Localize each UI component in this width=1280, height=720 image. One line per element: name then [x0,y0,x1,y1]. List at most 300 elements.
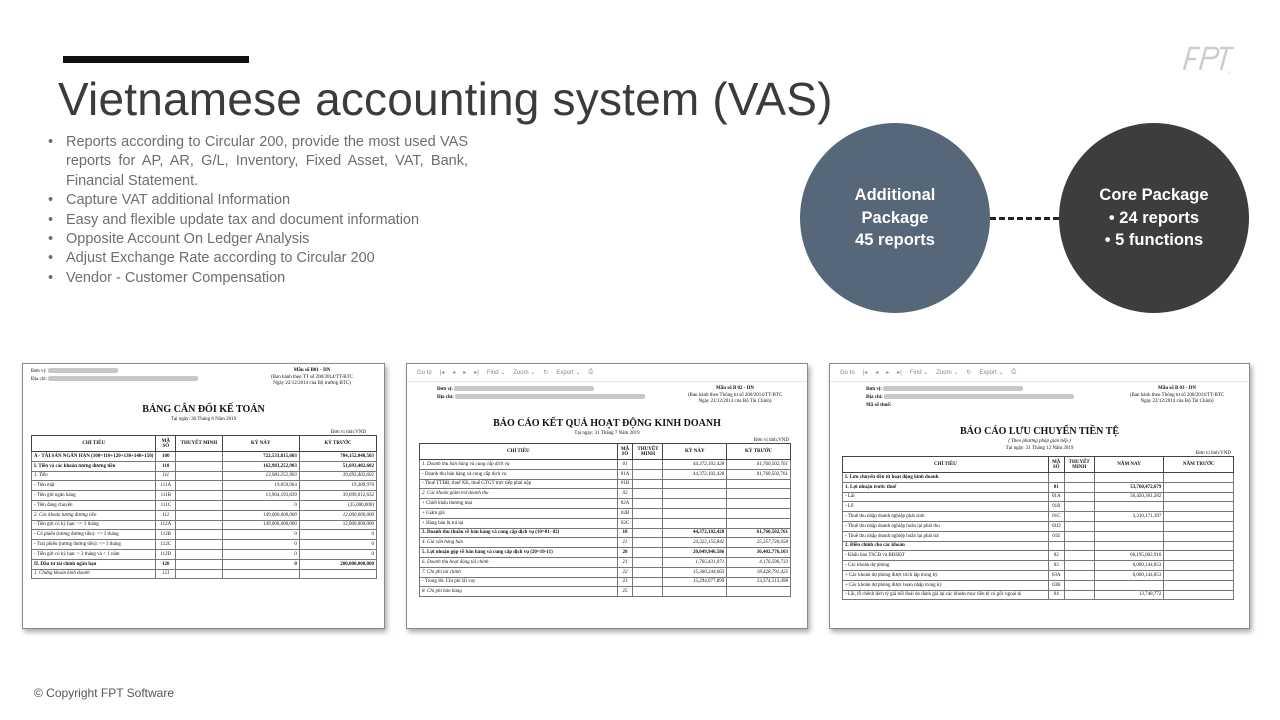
bullet-icon: • [48,134,54,150]
zoom-button[interactable]: Zoom ⌄ [513,370,536,376]
table-cell: 18,428,791,425 [727,567,791,577]
table-cell: 21 [617,557,633,567]
table-cell: 0 [299,540,376,550]
table-cell [1164,482,1234,492]
table-cell: 13,748,772 [1094,590,1164,600]
table-cell: 1. Lợi nhuận trước thuế [843,482,1049,492]
table-cell [633,479,663,489]
column-header: KỲ NÀY [222,436,299,452]
table-cell [1064,482,1094,492]
table-cell [1164,492,1234,502]
table-header-row [32,436,377,452]
table-cell: 01B [617,479,633,489]
next-page-icon[interactable]: ▸ [463,370,467,376]
table-cell: 8. Chi phí bán hàng [420,587,618,597]
table-cell: 149,000,000,000 [222,510,299,520]
table-cell: 2. Điều chỉnh cho các khoản [843,541,1049,551]
table-cell: 121 [156,569,176,579]
table-cell: 111A [156,481,176,491]
table-cell: 1. Chứng khoán kinh doanh [32,569,156,579]
table-cell: 3,310,171,397 [1094,512,1164,522]
table-cell [176,481,222,491]
viewer-toolbar [407,364,807,382]
table-cell: 02B [617,508,633,518]
table-cell [633,567,663,577]
report-date: Tại ngày: 31 Tháng 12 Năm 2019 [1005,446,1074,451]
table-cell: 61,760,502,761 [727,460,791,470]
table-cell: 15,360,244,063 [663,567,727,577]
table-cell: 24,322,155,842 [663,538,727,548]
table-cell: 44,372,102,428 [663,469,727,479]
table-row [843,561,1234,571]
goto-button[interactable]: Go to [840,369,855,376]
table-cell: 3. Doanh thu thuần về bán hàng và cung cấp dịch vụ (10=01- 02) [420,528,618,538]
table-cell [1164,590,1234,600]
table-header-row [420,444,791,460]
currency-unit: Đơn vị tính:VND [1195,451,1231,456]
table-cell [727,587,791,597]
table-row [32,559,377,569]
table-cell [633,538,663,548]
table-cell: 10 [617,528,633,538]
table-cell: 50,450,301,282 [1094,492,1164,502]
table-cell: 13,374,513,498 [727,577,791,587]
additional-package-circle [800,123,990,313]
redacted-text [455,394,645,399]
table-cell [1094,521,1164,531]
table-cell [663,508,727,518]
table-row [843,590,1234,600]
column-header: KỲ TRƯỚC [727,444,791,460]
prev-page-icon[interactable]: ◂ [452,370,456,376]
balance-sheet-report [22,363,385,629]
table-cell [633,460,663,470]
table-cell [1164,570,1234,580]
table-row [420,489,791,499]
table-cell [299,569,376,579]
table-cell: 01 [1048,482,1064,492]
currency-unit: Đơn vị tính:VND [330,430,366,435]
income-statement-report [406,363,808,629]
table-row [420,548,791,558]
table-cell: - Lãi [843,492,1049,502]
table-cell: 0 [222,559,299,569]
table-row [420,538,791,548]
report-title: BÁO CÁO KẾT QUẢ HOẠT ĐỘNG KINH DOANH [493,418,721,429]
table-cell [176,520,222,530]
table-cell: 02 [617,489,633,499]
table-cell: - Trong đó: Chi phí lãi vay [420,577,618,587]
cash-flow-report [829,363,1250,629]
additional-package-line1: Additional [854,186,936,205]
table-cell [633,518,663,528]
table-cell [1064,521,1094,531]
table-cell: 61,760,502,761 [727,528,791,538]
table-cell: 53,760,472,679 [1094,482,1164,492]
table-cell [176,491,222,501]
table-cell: A - TÀI SẢN NGẮN HẠN (100=110+120+130+140+150) [32,452,156,462]
table-cell: 7. Chi phí tài chính [420,567,618,577]
table-cell [1094,541,1164,551]
table-cell [222,569,299,579]
table-row [32,500,377,510]
column-header: NĂM TRƯỚC [1164,457,1234,473]
table-cell: 01A [1048,492,1064,502]
table-cell [663,489,727,499]
table-cell: - Thuế thu nhập doanh nghiệp phát sinh [843,512,1049,522]
table-row [420,557,791,567]
table-cell: (25,000,000) [299,500,376,510]
table-cell [1064,473,1094,483]
column-header: MÃ SỐ [617,444,633,460]
report-header: Đơn vị: Địa chỉ: Mẫu số B01 - DN (Ban hành theo TT số 200/2014/TT-BTC Ngày 22/12/2014 của Bộ trưởng BTC) [31,368,353,386]
table-cell [176,471,222,481]
table-row [843,492,1234,502]
table-cell [1094,473,1164,483]
table-cell: 01C [1048,512,1064,522]
table-cell: 722,533,815,603 [222,452,299,462]
table-row [843,521,1234,531]
table-cell [1064,512,1094,522]
report-table [842,456,1234,600]
table-cell: - Tiền gửi có kỳ hạn: > 3 tháng và < 1 năm [32,549,156,559]
table-cell: 100 [156,452,176,462]
viewer-toolbar [830,364,1249,382]
first-page-icon[interactable]: |◂ [439,370,445,376]
table-cell: - Cổ phiếu (tương đương tiền): <= 3 tháng [32,530,156,540]
table-cell: - Tiền gửi có kỳ hạn: <= 3 tháng [32,520,156,530]
report-date: Tại ngày: 30 Tháng 6 Năm 2019 [170,417,237,422]
list-item: • Easy and flexible update tax and document information [48,211,468,230]
table-cell [1064,502,1094,512]
column-header: CHỈ TIÊU [32,436,156,452]
table-cell [633,508,663,518]
table-cell: 20,049,946,586 [663,548,727,558]
table-cell: 0 [222,549,299,559]
find-button[interactable]: Find ⌄ [909,370,929,376]
column-header: CHỈ TIÊU [420,444,618,460]
table-cell: 200,000,000,000 [299,559,376,569]
table-cell [727,518,791,528]
slide-title: Vietnamese accounting system (VAS) [58,73,833,125]
table-cell: 13,983,252,903 [222,471,299,481]
table-cell: 25 [617,587,633,597]
column-header: THUYẾT MINH [633,444,663,460]
table-cell: - Tiền mặt [32,481,156,491]
first-page-icon[interactable]: |◂ [862,370,868,376]
table-row [843,531,1234,541]
table-row [420,528,791,538]
table-cell: 19,389,970 [299,481,376,491]
prev-page-icon[interactable]: ◂ [875,370,879,376]
title-accent-bar [63,56,249,63]
table-cell: 02A [617,499,633,509]
table-cell [1064,492,1094,502]
bullet-icon: • [48,192,54,209]
table-cell: + Chiết khấu thương mại [420,499,618,509]
bullet-icon: • [48,250,54,267]
table-cell [176,559,222,569]
table-cell: 01 [617,460,633,470]
list-item: • Opposite Account On Ledger Analysis [48,230,468,249]
core-package-title: Core Package [1099,186,1209,205]
last-page-icon[interactable]: ▸| [474,370,479,376]
table-cell [176,530,222,540]
bullet-icon: • [48,269,54,286]
table-cell [1094,580,1164,590]
table-cell: 6,060,144,853 [1094,561,1164,571]
print-icon[interactable]: ⎙ [588,369,594,375]
report-table [419,443,791,597]
table-cell: - Thuế thu nhập doanh nghiệp hoãn lại phải trả [843,531,1049,541]
column-header: KỲ TRƯỚC [299,436,376,452]
table-cell [176,540,222,550]
table-row [32,471,377,481]
table-cell [1064,590,1094,600]
column-header: THUYẾT MINH [176,436,222,452]
table-cell: 12,000,000,000 [299,510,376,520]
table-cell [663,479,727,489]
table-row [32,569,377,579]
report-table [31,435,377,579]
table-cell: 23 [617,577,633,587]
report-date: Tại ngày: 31 Tháng 7 Năm 2019 [574,431,640,436]
table-cell [176,461,222,471]
table-cell: - Lỗ [843,502,1049,512]
report-method: ( Theo phương pháp gián tiếp ) [1008,439,1071,444]
list-item: • Reports according to Circular 200, provide the most used VAS reports for AP, AR, G/L, Inventory, Fixed Asset, VAT, Bank, Financial Statement. [48,134,468,189]
table-row [843,482,1234,492]
table-cell: 111B [156,491,176,501]
column-header: MÃ SỐ [156,436,176,452]
export-button[interactable]: Export ⌄ [979,370,1004,376]
last-page-icon[interactable]: ▸| [897,370,902,376]
table-cell: + Hàng bán bị trả lại [420,518,618,528]
table-cell [663,587,727,597]
table-cell [1164,512,1234,522]
table-cell [1048,541,1064,551]
table-row [843,502,1234,512]
table-row [843,473,1234,483]
table-row [420,587,791,597]
feature-list [48,133,468,288]
bullet-icon: • [48,211,54,228]
table-cell: - Lãi, lỗ chênh lệch tỷ giá hối đoái do đánh giá lại các khoản mục tiền tệ có gốc ngoại tệ [843,590,1049,600]
table-cell: 2. Các khoản tương đương tiền [32,510,156,520]
table-cell: 39,693,402,602 [299,471,376,481]
table-cell [1064,580,1094,590]
table-row [420,469,791,479]
table-row [420,479,791,489]
column-header: KỲ NÀY [663,444,727,460]
table-cell: 39,699,012,632 [299,491,376,501]
table-cell [1094,502,1164,512]
redacted-text [454,386,594,391]
table-header-row [843,457,1234,473]
table-cell: 5. Lợi nhuận gộp về bán hàng và cung cấp dịch vụ (20=10-11) [420,548,618,558]
table-cell: 1,705,431,071 [663,557,727,567]
table-cell: 15,294,077,899 [663,577,727,587]
table-cell [1164,580,1234,590]
list-item: • Capture VAT additional Information [48,191,468,210]
table-cell [1164,521,1234,531]
table-cell [176,510,222,520]
table-cell: 110 [156,461,176,471]
redacted-text [884,394,1074,399]
refresh-icon[interactable]: ↻ [543,370,549,376]
table-cell: 36,402,776,103 [727,548,791,558]
refresh-icon[interactable]: ↻ [966,370,972,376]
report-header: Đơn vị: Địa chỉ: Mã số thuế: Mẫu số B 03 - DN (Ban hành theo Thông tư số 200/2014/TT-BTC Ngày 22/12/2014 của Bộ Tài Chính) [866,386,1225,408]
print-icon[interactable]: ⎙ [1011,369,1017,375]
table-row [32,481,377,491]
table-cell: 44,372,102,428 [663,528,727,538]
table-cell: 111 [156,471,176,481]
table-cell: - Thuế thu nhập doanh nghiệp hoãn lại phải thu [843,521,1049,531]
table-cell: 112D [156,549,176,559]
table-cell: 0 [299,530,376,540]
table-row [32,540,377,550]
table-cell: 01B [1048,502,1064,512]
table-cell: 0 [222,500,299,510]
table-cell: - Doanh thu bán hàng và cung cấp dịch vụ [420,469,618,479]
table-cell: - Tiền đang chuyển [32,500,156,510]
table-cell [633,548,663,558]
table-cell: 22 [617,567,633,577]
svg-text:®: ® [1228,70,1231,75]
table-cell [633,528,663,538]
table-row [32,530,377,540]
report-header: Đơn vị: Địa chỉ: Mẫu số B 02 - DN (Ban hành theo Thông tư số 200/2014/TT-BTC Ngày 22/12/2014 của Bộ Tài Chính) [437,386,783,404]
table-cell: + Các khoản dự phòng được trích lập trong kỳ [843,570,1049,580]
table-row [32,461,377,471]
table-cell: 03 [1048,561,1064,571]
table-cell [176,549,222,559]
table-cell: 149,000,000,000 [222,520,299,530]
list-item: • Vendor - Customer Compensation [48,269,468,288]
table-cell [633,469,663,479]
table-cell: 61,760,502,761 [727,469,791,479]
table-cell: 0 [299,549,376,559]
table-cell: 4,176,590,733 [727,557,791,567]
table-row [420,567,791,577]
table-cell: 120 [156,559,176,569]
table-cell [663,518,727,528]
table-cell [1164,541,1234,551]
table-cell [1064,570,1094,580]
table-cell [727,479,791,489]
table-cell [633,499,663,509]
table-cell [633,489,663,499]
table-cell [1094,531,1164,541]
table-cell [727,489,791,499]
find-button[interactable]: Find ⌄ [486,370,506,376]
table-cell: 112B [156,530,176,540]
report-title: BẢNG CÂN ĐỐI KẾ TOÁN [142,404,265,415]
table-cell: 01D [1048,521,1064,531]
table-cell [727,508,791,518]
table-cell: - Khấu hao TSCĐ và BĐSĐT [843,551,1049,561]
next-page-icon[interactable]: ▸ [886,370,890,376]
table-cell [1064,531,1094,541]
package-connector [990,217,1059,220]
table-cell: 112C [156,540,176,550]
table-cell: 6. Doanh thu hoạt động tài chính [420,557,618,567]
table-row [843,570,1234,580]
table-cell: 51,693,402,602 [299,461,376,471]
table-row [32,510,377,520]
table-cell: II. Đầu tư tài chính ngắn hạn [32,559,156,569]
additional-package-line2: Package [861,208,929,227]
table-cell: - Thuế TTĐB, thuế XK, thuế GTGT trực tiếp phải nộp [420,479,618,489]
table-row [32,520,377,530]
table-cell: 44,372,102,428 [663,460,727,470]
table-cell: 1. Doanh thu bán hàng và cung cấp dịch vụ [420,460,618,470]
table-cell: 20 [617,548,633,558]
table-row [32,549,377,559]
column-header: THUYẾT MINH [1064,457,1094,473]
table-cell: 0 [222,530,299,540]
table-cell [1064,541,1094,551]
redacted-text [883,386,1023,391]
column-header: NĂM NAY [1094,457,1164,473]
report-title: BÁO CÁO LƯU CHUYỂN TIỀN TỆ [959,426,1119,437]
table-cell: I. Lưu chuyển tiền từ hoạt động kinh doanh [843,473,1049,483]
table-cell: 704,152,040,503 [299,452,376,462]
table-cell: I. Tiền và các khoản tương đương tiền [32,461,156,471]
table-row [32,491,377,501]
table-cell: 112 [156,510,176,520]
table-cell: - Các khoản dự phòng [843,561,1049,571]
table-cell: 25,357,726,658 [727,538,791,548]
table-cell: 0 [222,540,299,550]
table-cell [633,587,663,597]
table-row [420,577,791,587]
export-button[interactable]: Export ⌄ [556,370,581,376]
table-cell: 1. Tiền [32,471,156,481]
table-row [420,518,791,528]
table-cell [633,577,663,587]
column-header: MÃ SỐ [1048,457,1064,473]
table-cell: + Giảm giá [420,508,618,518]
table-cell: 03B [1048,580,1064,590]
table-cell: 11 [617,538,633,548]
table-row [843,580,1234,590]
table-cell: 6,060,144,853 [1094,570,1164,580]
table-cell: 02C [617,518,633,528]
table-cell: 66,195,002,916 [1094,551,1164,561]
zoom-button[interactable]: Zoom ⌄ [936,370,959,376]
table-cell: 04 [1048,590,1064,600]
table-cell: 13,964,193,839 [222,491,299,501]
table-cell [727,499,791,509]
goto-button[interactable]: Go to [417,369,432,376]
table-cell [1164,561,1234,571]
table-cell: 02 [1048,551,1064,561]
core-package-item: • 5 functions [1104,231,1204,250]
table-cell: 162,983,252,903 [222,461,299,471]
table-cell: 112A [156,520,176,530]
table-row [843,541,1234,551]
table-row [32,452,377,462]
table-cell [1164,531,1234,541]
table-cell: - Tiền gửi ngân hàng [32,491,156,501]
additional-package-count: 45 reports [855,231,935,250]
redacted-text [48,376,198,381]
table-cell: 19,059,064 [222,481,299,491]
table-cell: 01A [617,469,633,479]
table-cell [1164,502,1234,512]
